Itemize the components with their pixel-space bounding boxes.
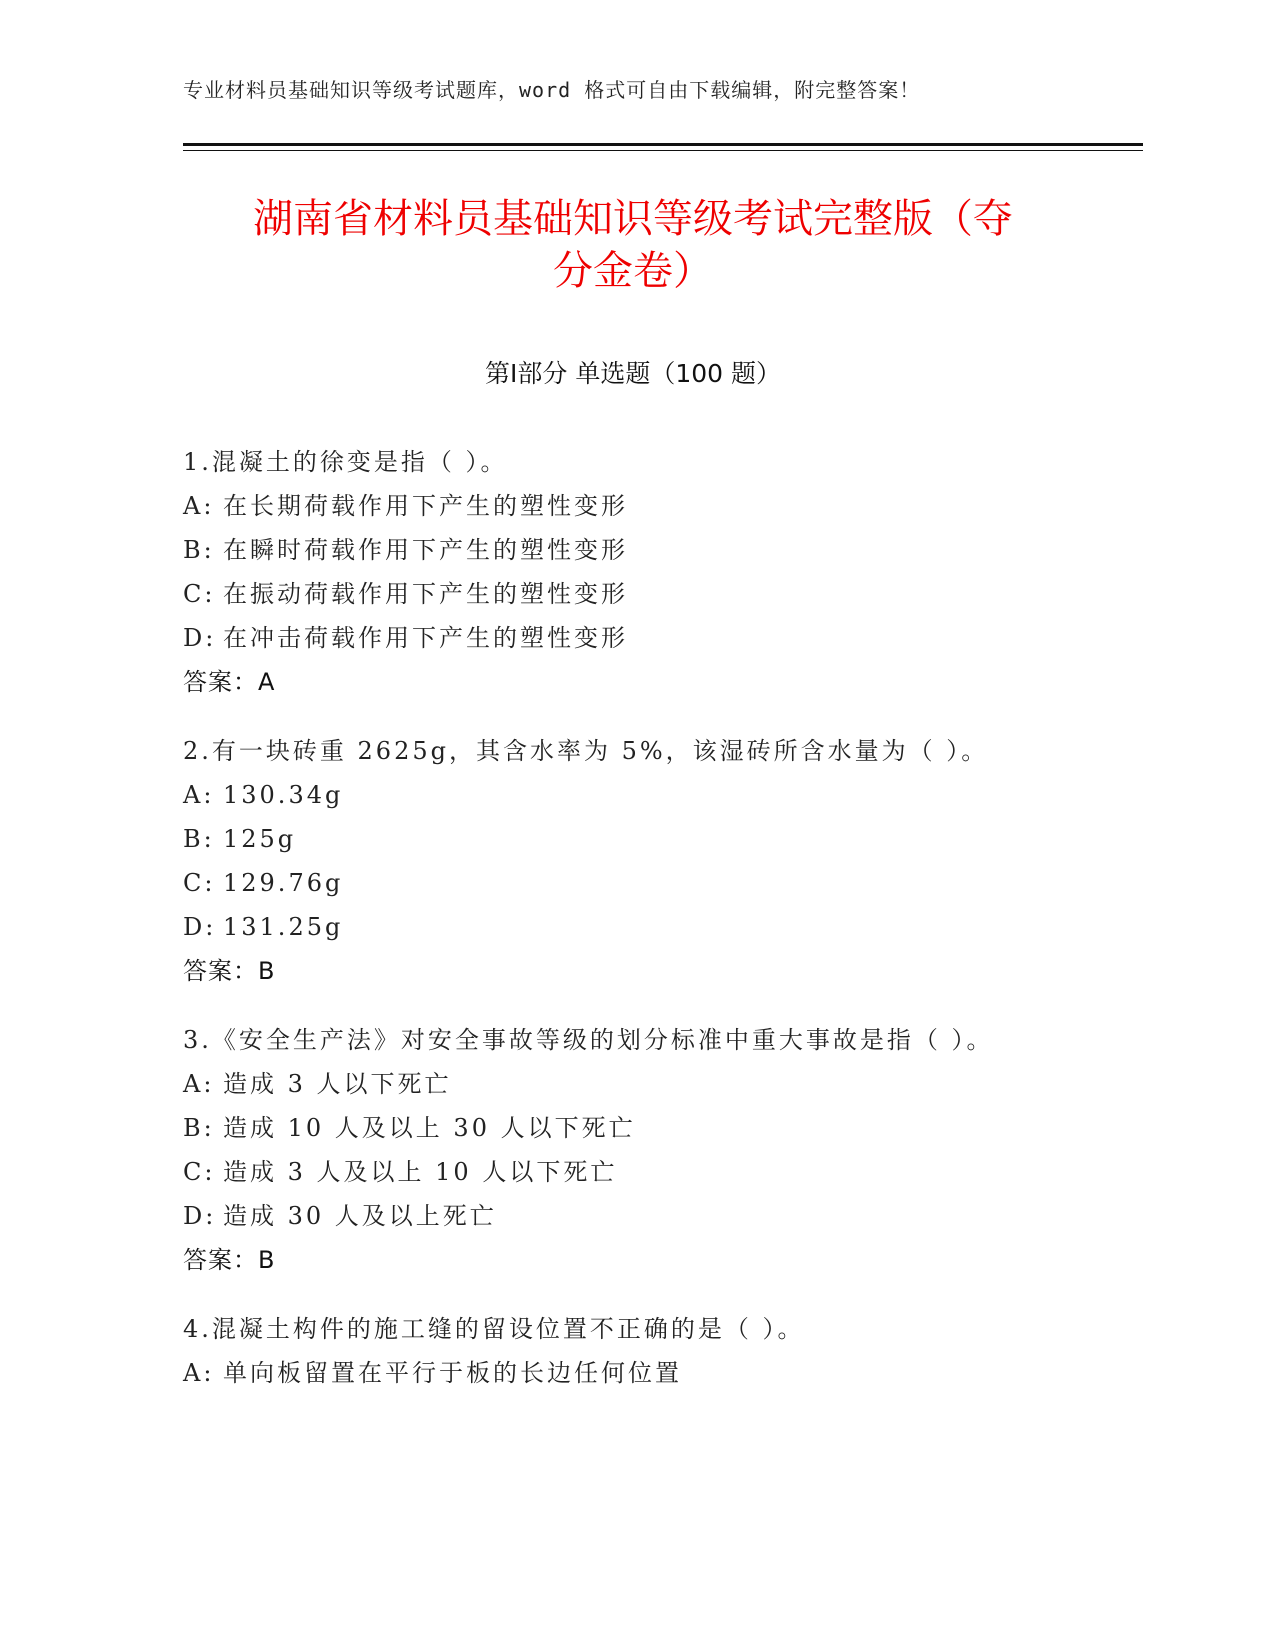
- answer: 答案：B: [183, 1246, 276, 1274]
- option-text: 125g: [223, 825, 297, 853]
- document-title-line-2: 分金卷）: [553, 248, 713, 294]
- option-letter: A:: [183, 1070, 215, 1098]
- option-a: [183, 773, 1143, 817]
- option-letter: A:: [183, 492, 215, 520]
- option-letter: B:: [183, 536, 215, 564]
- option-letter: D:: [183, 624, 217, 652]
- option-letter: D:: [183, 913, 217, 941]
- option-c: [183, 572, 1143, 616]
- question-1: [183, 440, 1143, 704]
- option-letter: B:: [183, 825, 215, 853]
- option-text: 在振动荷载作用下产生的塑性变形: [223, 580, 628, 608]
- section-heading: 第Ⅰ部分 单选题（100 题）: [485, 359, 781, 388]
- option-b: [183, 528, 1143, 572]
- document-title-line-1: 湖南省材料员基础知识等级考试完整版（夺: [253, 196, 1013, 242]
- option-letter: C:: [183, 1158, 216, 1186]
- option-a: [183, 1351, 1143, 1395]
- option-letter: D:: [183, 1202, 217, 1230]
- option-text: 造成 3 人及以上 10 人以下死亡: [223, 1158, 618, 1186]
- answer: 答案：B: [183, 957, 276, 985]
- question-stem: 3.《安全生产法》对安全事故等级的划分标准中重大事故是指（ ）。: [183, 1026, 994, 1054]
- option-text: 单向板留置在平行于板的长边任何位置: [223, 1359, 682, 1387]
- header-rule-thick: [183, 143, 1143, 146]
- option-text: 129.76g: [223, 869, 344, 897]
- option-a: [183, 484, 1143, 528]
- option-text: 造成 3 人以下死亡: [223, 1070, 452, 1098]
- option-d: [183, 905, 1143, 949]
- option-c: [183, 1150, 1143, 1194]
- question-list: [183, 440, 1143, 1420]
- option-c: [183, 861, 1143, 905]
- option-letter: A:: [183, 1359, 215, 1387]
- option-text: 130.34g: [223, 781, 344, 809]
- option-text: 在长期荷载作用下产生的塑性变形: [223, 492, 628, 520]
- option-d: [183, 1194, 1143, 1238]
- option-text: 在瞬时荷载作用下产生的塑性变形: [223, 536, 628, 564]
- question-stem: 4.混凝土构件的施工缝的留设位置不正确的是（ ）。: [183, 1315, 805, 1343]
- option-letter: B:: [183, 1114, 215, 1142]
- option-b: [183, 1106, 1143, 1150]
- question-2: [183, 729, 1143, 993]
- document-title: [183, 193, 1083, 297]
- question-stem: 2.有一块砖重 2625g，其含水率为 5%，该湿砖所含水量为（ ）。: [183, 737, 989, 765]
- option-letter: A:: [183, 781, 215, 809]
- option-a: [183, 1062, 1143, 1106]
- option-letter: C:: [183, 580, 216, 608]
- answer: 答案：A: [183, 668, 276, 696]
- header-rule-thin: [183, 150, 1143, 151]
- option-text: 在冲击荷载作用下产生的塑性变形: [223, 624, 628, 652]
- question-stem: 1.混凝土的徐变是指（ ）。: [183, 448, 508, 476]
- option-text: 造成 30 人及以上死亡: [223, 1202, 497, 1230]
- option-d: [183, 616, 1143, 660]
- header-note: 专业材料员基础知识等级考试题库，word 格式可自由下载编辑，附完整答案！: [183, 78, 921, 102]
- option-letter: C:: [183, 869, 216, 897]
- question-3: [183, 1018, 1143, 1282]
- option-text: 131.25g: [223, 913, 344, 941]
- option-text: 造成 10 人及以上 30 人以下死亡: [223, 1114, 636, 1142]
- question-4: [183, 1307, 1143, 1395]
- option-b: [183, 817, 1143, 861]
